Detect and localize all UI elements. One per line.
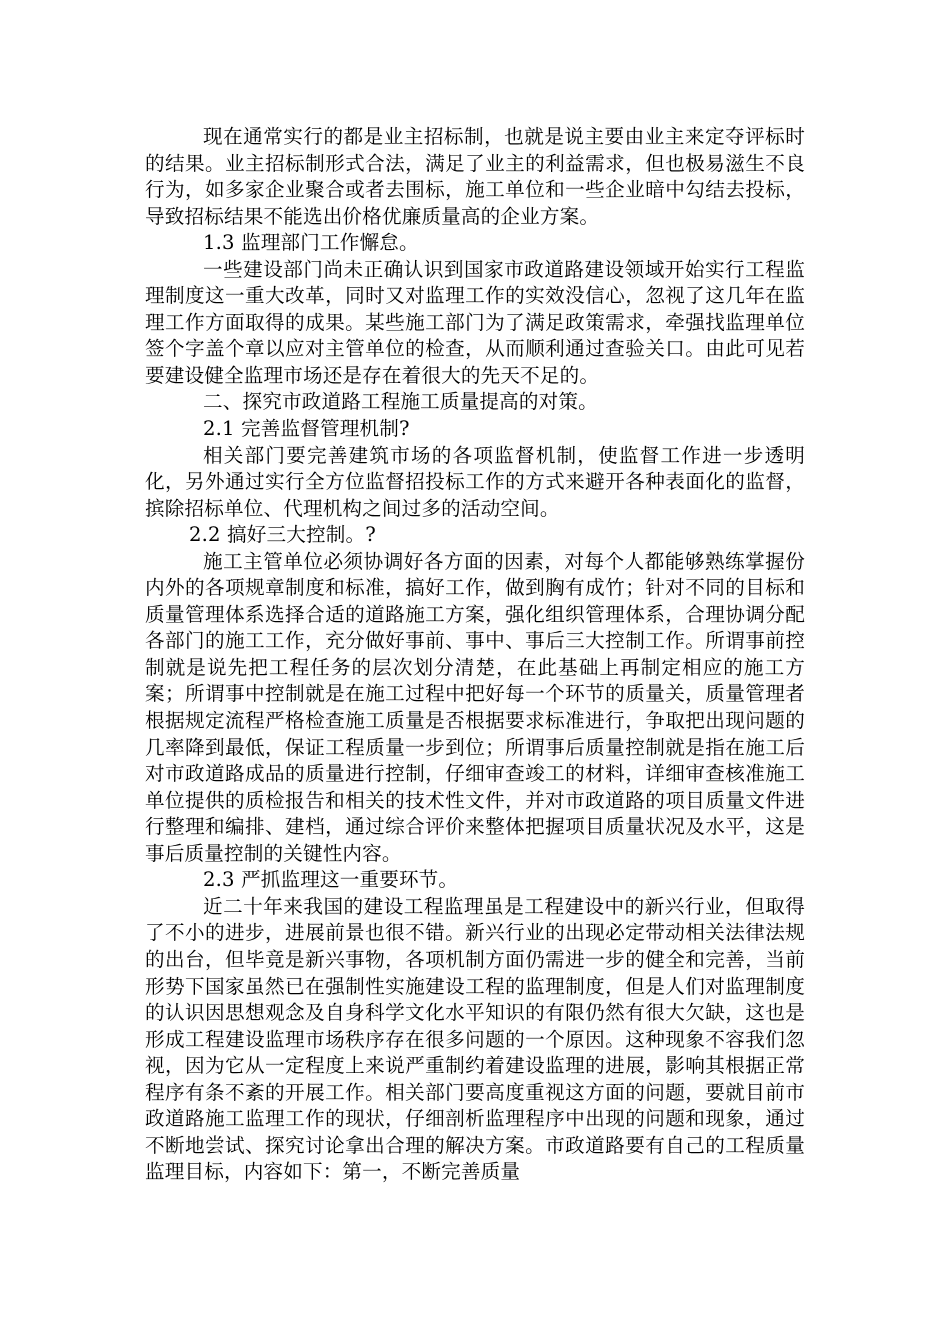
heading-section-2: 二、探究市政道路工程施工质量提高的对策。 <box>203 390 598 414</box>
heading-1-3: 1.3 监理部门工作懈怠。 <box>203 231 419 255</box>
document-body <box>145 124 805 1186</box>
heading-2-1: 2.1 完善监督管理机制? <box>203 417 410 441</box>
paragraph-supervision-link: 近二十年来我国的建设工程监理虽是工程建设中的新兴行业，但取得了不小的进步，进展前景也很不错。新兴行业的出现必定带动相关法律法规的出台，但毕竟是新兴事物，各项机制方面仍需进一步的健全和完善，当前形势下国家虽然已在强制性实施建设工程的监理制度，但是人们对监理制度的认识因思想观念及自身科学文化水平知识的有限仍然有很大欠缺，这也是形成工程建设监理市场秩序存在很多问题的一个原因。这种现象不容我们忽视，因为它从一定程度上来说严重制约着建设监理的进展，影响其根据正常程序有条不紊的开展工作。相关部门要高度重视这方面的问题，要就目前市政道路施工监理工作的现状，仔细剖析监理程序中出现的问题和现象，通过不断地尝试、探究讨论拿出合理的解决方案。市政道路要有自己的工程质量监理目标，内容如下：第一，不断完善质量 <box>145 894 805 1184</box>
paragraph-bidding-system: 现在通常实行的都是业主招标制，也就是说主要由业主来定夺评标时的结果。业主招标制形式合法，满足了业主的利益需求，但也极易滋生不良行为，如多家企业聚合或者去围标，施工单位和一些企业暗中勾结去投标，导致招标结果不能选出价格优廉质量高的企业方案。 <box>145 125 805 228</box>
paragraph-three-controls: 施工主管单位必须协调好各方面的因素，对每个人都能够熟练掌握份内外的各项规章制度和标准，搞好工作，做到胸有成竹；针对不同的目标和质量管理体系选择合适的道路施工方案，强化组织管理体系，合理协调分配各部门的施工工作，充分做好事前、事中、事后三大控制工作。所谓事前控制就是说先把工程任务的层次划分清楚，在此基础上再制定相应的施工方案；所谓事中控制就是在施工过程中把好每一个环节的质量关，质量管理者根据规定流程严格检查施工质量是否根据要求标准进行，争取把出现问题的几率降到最低，保证工程质量一步到位；所谓事后质量控制就是指在施工后对市政道路成品的质量进行控制，仔细审查竣工的材料，详细审查核准施工单位提供的质检报告和相关的技术性文件，并对市政道路的项目质量文件进行整理和编排、建档，通过综合评价来整体把握项目质量状况及水平，这是事后质量控制的关键性内容。 <box>145 549 805 865</box>
paragraph-supervision-laxity: 一些建设部门尚未正确认识到国家市政道路建设领域开始实行工程监理制度这一重大改革，同时又对监理工作的实效没信心，忽视了这几年在监理工作方面取得的成果。某些施工部门为了满足政策需求，牵强找监理单位签个字盖个章以应对主管单位的检查，从而顺利通过查验关口。由此可见若要建设健全监理市场还是存在着很大的先天不足的。 <box>145 257 805 387</box>
heading-2-3: 2.3 严抓监理这一重要环节。 <box>203 868 459 892</box>
heading-2-2: 2.2 搞好三大控制。? <box>189 523 376 547</box>
paragraph-supervision-mechanism: 相关部门要完善建筑市场的各项监督机制，使监督工作进一步透明化，另外通过实行全方位监督招投标工作的方式来避开各种表面化的监督，摈除招标单位、代理机构之间过多的活动空间。 <box>145 443 805 520</box>
